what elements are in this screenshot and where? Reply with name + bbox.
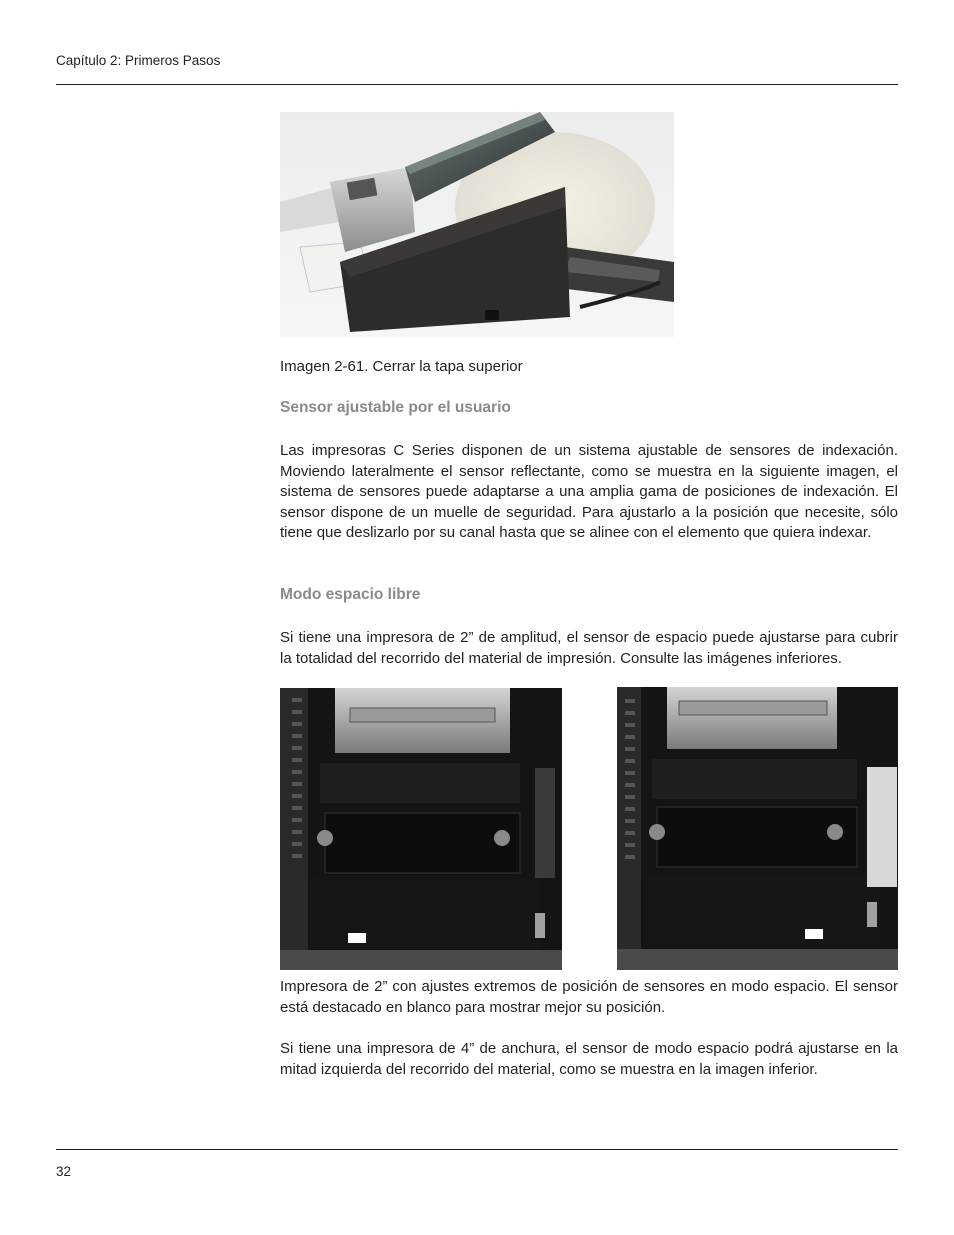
sensor-right-position-photo (617, 687, 898, 970)
printer-closed-cover-photo (280, 112, 674, 337)
footer-rule (56, 1149, 898, 1150)
header-rule (56, 84, 898, 85)
figure-caption-top: Imagen 2-61. Cerrar la tapa superior (280, 358, 523, 375)
section-body-adjustable-sensor: Las impresoras C Series disponen de un sistema ajustable de sensores de indexación. Moviendo lateralmente el sensor reflectante, como se muestra en la siguiente imagen, el sistema de sensores puede adaptarse a una amplia gama de posiciones de indexación. El sensor dispone de un muelle de seguridad. Para ajustarlo a la posición que necesite, sólo tiene que deslizarlo por su canal hasta que se alinee con el elemento que quiera indexar. (280, 442, 898, 542)
closing-paragraph: Si tiene una impresora de 4” de anchura, el sensor de modo espacio podrá ajustarse en la mitad izquierda del recorrido del material, como se muestra en la imagen inferior. (280, 1040, 898, 1078)
sensor-left-position-photo (280, 688, 562, 970)
running-header: Capítulo 2: Primeros Pasos (56, 53, 221, 68)
section-heading-adjustable-sensor: Sensor ajustable por el usuario (280, 399, 511, 416)
page-number: 32 (56, 1164, 72, 1179)
section-body-free-space-mode: Si tiene una impresora de 2” de amplitud, el sensor de espacio puede ajustarse para cubrir la totalidad del recorrido del material de impresión. Consulte las imágenes inferiores. (280, 629, 898, 667)
section-heading-free-space-mode: Modo espacio libre (280, 586, 421, 603)
figure-caption-bottom: Impresora de 2” con ajustes extremos de posición de sensores en modo espacio. El sensor está destacado en blanco para mostrar mejor su posición. (280, 978, 898, 1016)
